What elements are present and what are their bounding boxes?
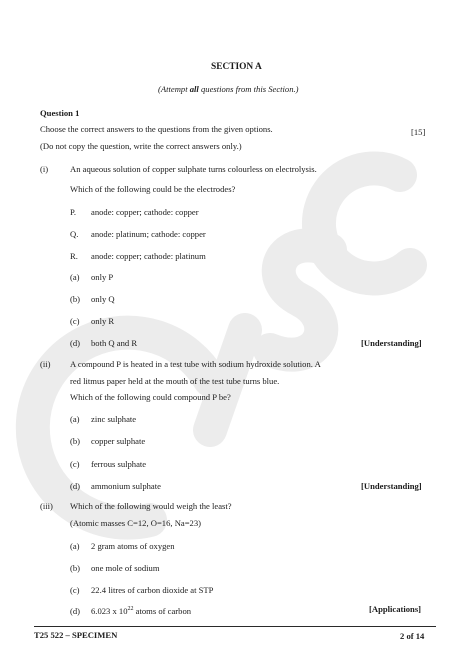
option-text: 2 gram atoms of oxygen (91, 541, 175, 551)
option-label: (d) (70, 481, 81, 491)
section-title: SECTION A (211, 62, 262, 72)
option-label: (c) (70, 316, 80, 326)
item-stem: A compound P is heated in a test tube with sodium hydroxide solution. A (70, 359, 321, 369)
option-label: (d) (70, 338, 81, 348)
option-text: zinc sulphate (91, 414, 137, 424)
option-label: (b) (70, 563, 81, 573)
question-note: (Do not copy the question, write the correct answers only.) (40, 141, 242, 151)
option-text: 6.023 x $10^{22}$ atoms of carbon (91, 606, 192, 616)
option-text: copper sulphate (91, 436, 146, 446)
option-label: (b) (70, 436, 81, 446)
paper-code: T25 522 – SPECIMEN (34, 630, 118, 640)
option-text: only Q (91, 294, 115, 304)
option-text: both Q and R (91, 338, 138, 348)
option-text: only P (91, 272, 114, 282)
statement-text: anode: copper; cathode: copper (91, 207, 199, 217)
item-prompt: Which of the following could compound P be? (70, 392, 231, 402)
option-text: ammonium sulphate (91, 481, 161, 491)
question-title: Question 1 (40, 108, 80, 118)
option-text: one mole of sodium (91, 563, 160, 573)
item-number: (ii) (40, 359, 51, 369)
question-intro: Choose the correct answers to the questions from the given options. (40, 124, 273, 134)
item-stem: red litmus paper held at the mouth of the test tube turns blue. (70, 376, 280, 386)
section-instruction: (Attempt all questions from this Section.) (158, 84, 299, 94)
bloom-tag: [Understanding] (361, 338, 422, 348)
statement-text: anode: copper; cathode: platinum (91, 251, 206, 261)
item-number: (i) (40, 164, 49, 174)
option-label: (a) (70, 541, 80, 551)
footer-rule (34, 626, 436, 627)
option-text: 22.4 litres of carbon dioxide at STP (91, 585, 214, 595)
option-label: (a) (70, 272, 80, 282)
bloom-tag: [Understanding] (361, 481, 422, 491)
item-stem: Which of the following would weigh the least? (70, 501, 232, 511)
item-prompt: Which of the following could be the electrodes? (70, 184, 236, 194)
option-label: (c) (70, 459, 80, 469)
marks-badge: [15] (411, 127, 426, 137)
item-stem: An aqueous solution of copper sulphate turns colourless on electrolysis. (70, 164, 317, 174)
statement-label: P. (70, 207, 76, 217)
option-label: (d) (70, 606, 81, 616)
option-label: (b) (70, 294, 81, 304)
option-label: (c) (70, 585, 80, 595)
item-number: (iii) (40, 501, 53, 511)
option-label: (a) (70, 414, 80, 424)
page-number: 2 of 14 (400, 631, 425, 641)
statement-label: Q. (70, 229, 79, 239)
bloom-tag: [Applications] (369, 604, 422, 614)
statement-text: anode: platinum; cathode: copper (91, 229, 206, 239)
item-prompt: (Atomic masses C=12, O=16, Na=23) (70, 518, 202, 528)
option-text: only R (91, 316, 115, 326)
option-text: ferrous sulphate (91, 459, 147, 469)
statement-label: R. (70, 251, 78, 261)
